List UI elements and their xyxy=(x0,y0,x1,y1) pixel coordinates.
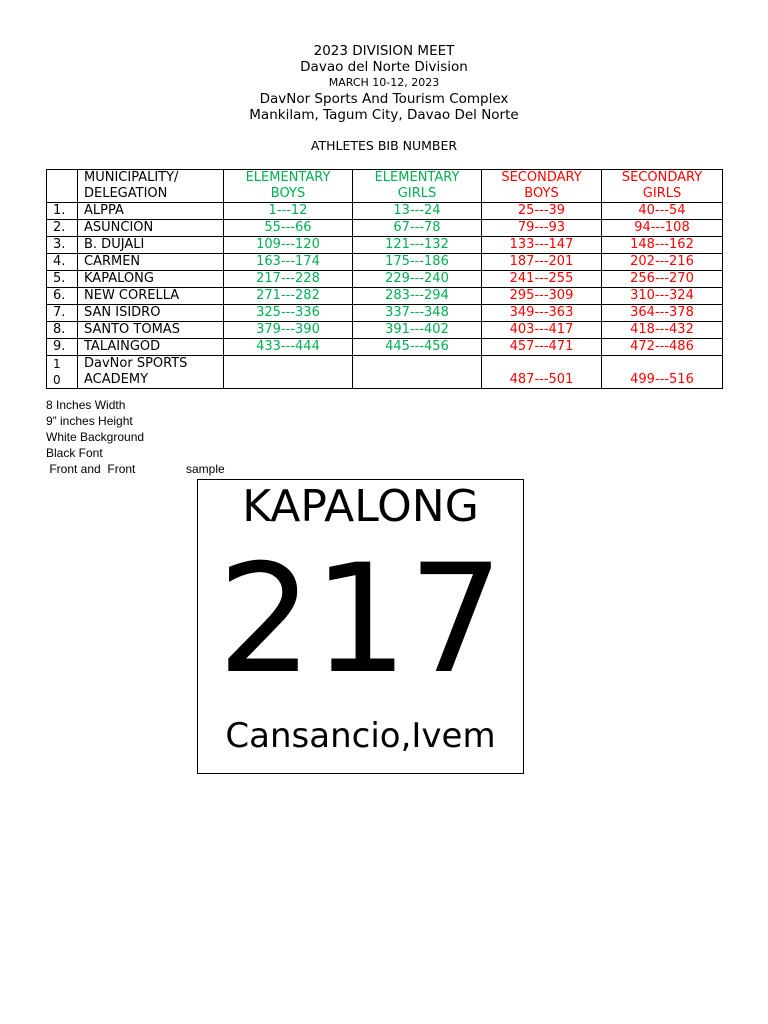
row-sec-girls: 202---216 xyxy=(602,254,723,271)
table-row xyxy=(47,203,723,220)
row-sec-boys: 25---39 xyxy=(482,203,602,220)
row-number: 1. xyxy=(47,203,78,220)
table-row xyxy=(47,305,723,322)
header-elem-girls-line2: GIRLS xyxy=(397,186,437,201)
table-row xyxy=(47,322,723,339)
header-sec-boys-line1: SECONDARY xyxy=(501,170,582,185)
row-number-line1: 1 xyxy=(53,357,61,371)
row-elem-boys: 433---444 xyxy=(224,339,353,356)
row-number: 8. xyxy=(47,322,78,339)
header-sec-girls-line2: GIRLS xyxy=(642,186,682,201)
row-elem-girls: 391---402 xyxy=(353,322,482,339)
row-elem-boys: 379---390 xyxy=(224,322,353,339)
header-municipality-line2: DELEGATION xyxy=(84,186,168,201)
row-number: 9. xyxy=(47,339,78,356)
header-number xyxy=(47,170,78,203)
row-elem-boys: 271---282 xyxy=(224,288,353,305)
row-sec-girls: 499---516 xyxy=(602,356,723,389)
note-height: 9” inches Height xyxy=(46,414,133,428)
bib-number-table xyxy=(46,169,723,389)
row-number: 2. xyxy=(47,220,78,237)
note-width: 8 Inches Width xyxy=(46,398,126,412)
note-sides: Front and Front xyxy=(46,462,136,476)
table-row xyxy=(47,254,723,271)
header-elem-boys-line2: BOYS xyxy=(270,186,306,201)
row-municipality: CARMEN xyxy=(78,254,224,271)
row-elem-girls: 445---456 xyxy=(353,339,482,356)
row-sec-girls: 418---432 xyxy=(602,322,723,339)
row-sec-girls: 40---54 xyxy=(602,203,723,220)
row-elem-girls: 121---132 xyxy=(353,237,482,254)
row-sec-girls: 364---378 xyxy=(602,305,723,322)
table-row xyxy=(47,271,723,288)
sample-bib-card xyxy=(197,479,524,774)
row-municipality xyxy=(78,356,224,389)
row-municipality: ASUNCION xyxy=(78,220,224,237)
row-sec-boys: 487---501 xyxy=(482,356,602,389)
row-sec-boys: 295---309 xyxy=(482,288,602,305)
header-sec-girls-line1: SECONDARY xyxy=(621,170,703,185)
row-elem-girls: 13---24 xyxy=(353,203,482,220)
row-sec-girls: 256---270 xyxy=(602,271,723,288)
header-sec-boys-line2: BOYS xyxy=(524,186,559,201)
header-secondary-boys xyxy=(482,170,602,203)
row-sec-boys: 349---363 xyxy=(482,305,602,322)
header-secondary-girls xyxy=(602,170,723,203)
row-number-line2: 0 xyxy=(53,373,61,387)
row-municipality: NEW CORELLA xyxy=(78,288,224,305)
note-background: White Background xyxy=(46,430,145,444)
header-elementary-boys xyxy=(224,170,353,203)
table-row xyxy=(47,220,723,237)
row-elem-boys: 325---336 xyxy=(224,305,353,322)
row-sec-boys: 403---417 xyxy=(482,322,602,339)
row-municipality: B. DUJALI xyxy=(78,237,224,254)
row-elem-girls: 67---78 xyxy=(353,220,482,237)
row-elem-boys: 109---120 xyxy=(224,237,353,254)
row-number: 6. xyxy=(47,288,78,305)
table-header-row xyxy=(47,170,723,203)
header-elem-girls-line1: ELEMENTARY xyxy=(374,170,460,185)
document-subtitle: ATHLETES BIB NUMBER xyxy=(310,138,458,153)
venue-name: DavNor Sports And Tourism Complex xyxy=(259,91,509,107)
row-sec-girls: 310---324 xyxy=(602,288,723,305)
note-font: Black Font xyxy=(46,446,103,460)
row-sec-boys: 241---255 xyxy=(482,271,602,288)
row-sec-boys: 79---93 xyxy=(482,220,602,237)
row-sec-boys: 457---471 xyxy=(482,339,602,356)
row-elem-boys xyxy=(224,356,353,389)
bib-athlete-name: Cansancio,Ivem xyxy=(225,716,496,756)
bib-municipality: KAPALONG xyxy=(242,481,479,532)
row-elem-girls xyxy=(353,356,482,389)
table-row xyxy=(47,237,723,254)
row-municipality-line2: ACADEMY xyxy=(84,372,149,387)
row-sec-boys: 133---147 xyxy=(482,237,602,254)
row-number xyxy=(47,356,78,389)
row-sec-girls: 148---162 xyxy=(602,237,723,254)
row-municipality: ALPPA xyxy=(78,203,224,220)
table-row xyxy=(47,288,723,305)
row-number: 5. xyxy=(47,271,78,288)
row-number: 3. xyxy=(47,237,78,254)
row-municipality: SAN ISIDRO xyxy=(78,305,224,322)
bib-number: 217 xyxy=(217,533,504,707)
row-sec-girls: 94---108 xyxy=(602,220,723,237)
row-sec-girls: 472---486 xyxy=(602,339,723,356)
row-elem-boys: 1---12 xyxy=(224,203,353,220)
row-elem-girls: 175---186 xyxy=(353,254,482,271)
row-elem-boys: 217---228 xyxy=(224,271,353,288)
row-municipality: SANTO TOMAS xyxy=(78,322,224,339)
row-sec-boys: 187---201 xyxy=(482,254,602,271)
bib-specification-notes xyxy=(46,397,144,477)
row-elem-girls: 283---294 xyxy=(353,288,482,305)
row-municipality: KAPALONG xyxy=(78,271,224,288)
header-elem-boys-line1: ELEMENTARY xyxy=(245,170,331,185)
row-municipality: TALAINGOD xyxy=(78,339,224,356)
table-row xyxy=(47,339,723,356)
row-number: 4. xyxy=(47,254,78,271)
meet-title: 2023 DIVISION MEET xyxy=(313,43,455,59)
meet-dates: MARCH 10-12, 2023 xyxy=(328,76,440,89)
header-municipality-line1: MUNICIPALITY/ xyxy=(84,170,179,185)
header-elementary-girls xyxy=(353,170,482,203)
row-number: 7. xyxy=(47,305,78,322)
row-elem-boys: 55---66 xyxy=(224,220,353,237)
row-elem-girls: 337---348 xyxy=(353,305,482,322)
row-elem-girls: 229---240 xyxy=(353,271,482,288)
table-row-academy xyxy=(47,356,723,389)
division-name: Davao del Norte Division xyxy=(300,59,468,75)
row-municipality-line1: DavNor SPORTS xyxy=(84,356,188,371)
row-elem-boys: 163---174 xyxy=(224,254,353,271)
header-municipality xyxy=(78,170,224,203)
venue-address: Mankilam, Tagum City, Davao Del Norte xyxy=(249,107,519,123)
sample-label: sample xyxy=(186,462,225,476)
